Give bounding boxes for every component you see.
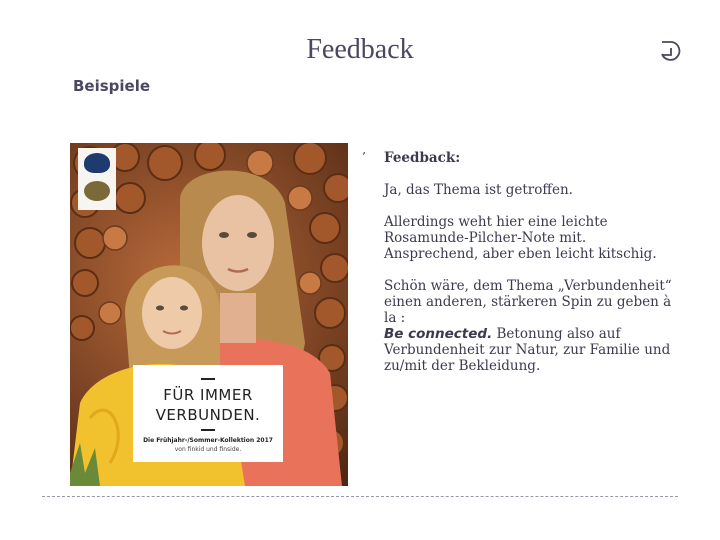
be-connected-emphasis: Be connected. [384, 326, 493, 342]
footer-divider [42, 496, 678, 497]
cover-subline-1: Die Frühjahr-/Sommer-Kollektion 2017 [143, 437, 273, 444]
finkid-logo-icon [84, 153, 110, 173]
brand-badge [78, 148, 116, 210]
feedback-paragraph-1: Ja, das Thema ist getroffen. [384, 182, 573, 198]
cover-subline-2: von finkid und finside. [174, 446, 242, 453]
feedback-text [384, 150, 684, 390]
feedback-paragraph-2: Allerdings weht hier eine leichte Rosamunde-Pilcher-Note mit. Ansprechend, aber eben leicht kitschig. [384, 214, 657, 262]
section-subtitle: Beispiele [73, 77, 151, 95]
paragraph-3-lead: Schön wäre, dem Thema „Verbundenheit“ einen anderen, stärkeren Spin zu geben à la : [384, 278, 672, 326]
tick-mark: ’ [362, 150, 366, 164]
cover-headline [133, 385, 283, 425]
headline-dash-bottom [201, 429, 215, 431]
feedback-heading: Feedback: [384, 150, 461, 166]
brand-logo-icon [657, 38, 683, 64]
paragraph-3-tail: Betonung also auf Verbundenheit zur Natur, zur Familie und zu/mit der Bekleidung. [384, 326, 671, 374]
feedback-paragraph-3 [384, 278, 684, 374]
cover-headline-card [133, 365, 283, 462]
campaign-cover-image [70, 143, 348, 486]
slide-title: Feedback [306, 34, 414, 65]
finside-logo-icon [84, 181, 110, 201]
headline-line-1: FÜR IMMER [163, 386, 253, 404]
headline-dash-top [201, 378, 215, 380]
headline-line-2: VERBUNDEN. [155, 406, 261, 424]
